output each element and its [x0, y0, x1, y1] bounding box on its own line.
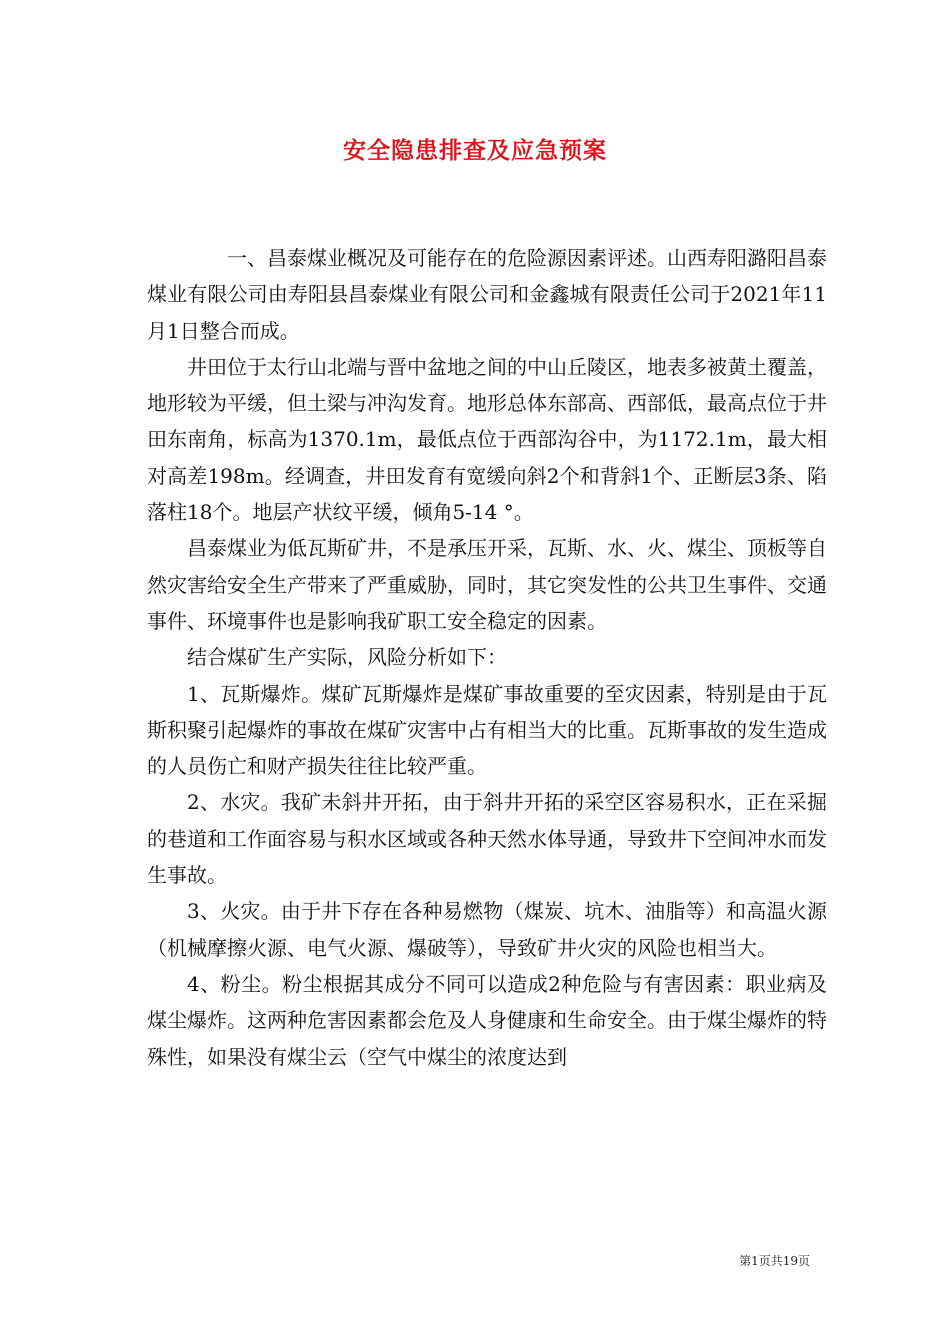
document-title: 安全隐患排查及应急预案	[343, 137, 607, 164]
paragraph-flood: 2、水灾。我矿未斜井开拓，由于斜井开拓的采空区容易积水，正在采掘的巷道和工作面容易与积水区域或各种天然水体导通，导致井下空间冲水而发生事故。	[147, 790, 827, 888]
paragraph-overview: 一、昌泰煤业概况及可能存在的危险源因素评述。山西寿阳潞阳昌泰煤业有限公司由寿阳县昌泰煤业有限公司和金鑫城有限责任公司于2021年11月1日整合而成。	[147, 246, 827, 343]
page-number: 第1页共19页	[739, 1254, 810, 1268]
paragraph-hazards: 昌泰煤业为低瓦斯矿井，不是承压开采，瓦斯、水、火、煤尘、顶板等自然灾害给安全生产带来了严重威胁，同时，其它突发性的公共卫生事件、交通事件、环境事件也是影响我矿职工安全稳定的因素。	[147, 536, 827, 633]
paragraph-gas-explosion: 1、瓦斯爆炸。煤矿瓦斯爆炸是煤矿事故重要的至灾因素，特别是由于瓦斯积聚引起爆炸的事故在煤矿灾害中占有相当大的比重。瓦斯事故的发生造成的人员伤亡和财产损失往往比较严重。	[147, 681, 827, 779]
paragraph-risk-intro: 结合煤矿生产实际，风险分析如下：	[187, 645, 507, 670]
paragraph-fire: 3、火灾。由于井下存在各种易燃物（煤炭、坑木、油脂等）和高温火源（机械摩擦火源、电气火源、爆破等），导致矿井火灾的风险也相当大。	[147, 899, 827, 960]
paragraph-dust: 4、粉尘。粉尘根据其成分不同可以造成2种危险与有害因素：职业病及煤尘爆炸。这两种危害因素都会危及人身健康和生命安全。由于煤尘爆炸的特殊性，如果没有煤尘云（空气中煤尘的浓度达到	[147, 971, 827, 1069]
paragraph-geology: 井田位于太行山北端与晋中盆地之间的中山丘陵区，地表多被黄土覆盖，地形较为平缓，但土梁与冲沟发育。地形总体东部高、西部低，最高点位于井田东南角，标高为1370.1m，最低点位于西部沟谷中，为1172.1m，最大相对高差198m。经调查，井田发育有宽缓向斜2个和背斜1个、正断层3条、陷落柱18个。地层产状纹平缓，倾角5-14 °。	[147, 354, 827, 525]
document-body	[147, 240, 827, 1075]
